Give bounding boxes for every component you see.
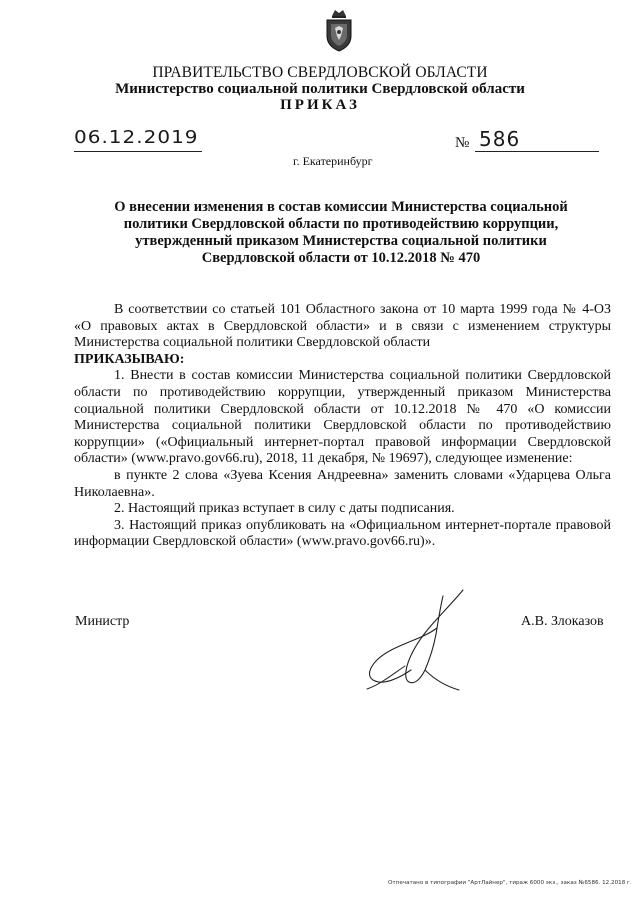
item-2: 2. Настоящий приказ вступает в силу с даты подписания. [114, 501, 455, 517]
city-label: г. Екатеринбург [293, 154, 373, 168]
order-word: ПРИКАЗЫВАЮ: [74, 351, 185, 367]
handwritten-signature [337, 586, 472, 692]
government-header: ПРАВИТЕЛЬСТВО СВЕРДЛОВСКОЙ ОБЛАСТИ [152, 64, 488, 81]
intro-paragraph: В соответствии со статьей 101 Областного закона от 10 марта 1999 года № 4-ОЗ «О правовых актах в Свердловской области» и в связи с изменением структуры Министерства социальной политики Свердловской области [74, 302, 611, 351]
item-3: 3. Настоящий приказ опубликовать на «Официальном интернет-портале правовой информации Свердловской области» (www.pravo.gov66.ru)». [74, 517, 611, 550]
print-footer: Отпечатано в типографии "АртЛайнер", тираж 6000 экз., заказ №6586. 12.2018 г. [388, 880, 632, 886]
document-title: О внесении изменения в состав комиссии Министерства социальной политики Свердловской области по противодействию коррупции, утвержденный приказом Министерства социальной политики Свердловской области от 10.12.2018 № 470 [114, 199, 568, 266]
document-type: ПРИКАЗ [280, 97, 360, 113]
number-underline [475, 151, 599, 152]
handwritten-date: 06.12.2019 [74, 126, 199, 148]
signer-name: А.В. Злоказов [521, 614, 604, 629]
coat-of-arms-emblem [323, 6, 355, 52]
item-1: 1. Внести в состав комиссии Министерства социальной политики Свердловской области по противодействию коррупции, утвержденный приказом Министерства социальной политики Свердловской области от 10.12.2018 № 470 «О комиссии Министерства социальной политики Свердловской области по противодействию коррупции» («Официальный интернет-портал правовой информации Свердловской области» (www.pravo.gov66.ru), 2018, 11 декабря, № 19697), следующее изменение: [74, 368, 611, 467]
handwritten-number: 586 [479, 127, 521, 151]
ministry-header: Министерство социальной политики Свердловской области [115, 81, 525, 97]
date-underline [74, 151, 202, 152]
number-label: № [455, 135, 470, 151]
item-1-change: в пункте 2 слова «Зуева Ксения Андреевна» заменить словами «Ударцева Ольга Николаевна». [74, 467, 611, 500]
document-body [74, 302, 611, 551]
signer-position: Министр [75, 614, 130, 629]
